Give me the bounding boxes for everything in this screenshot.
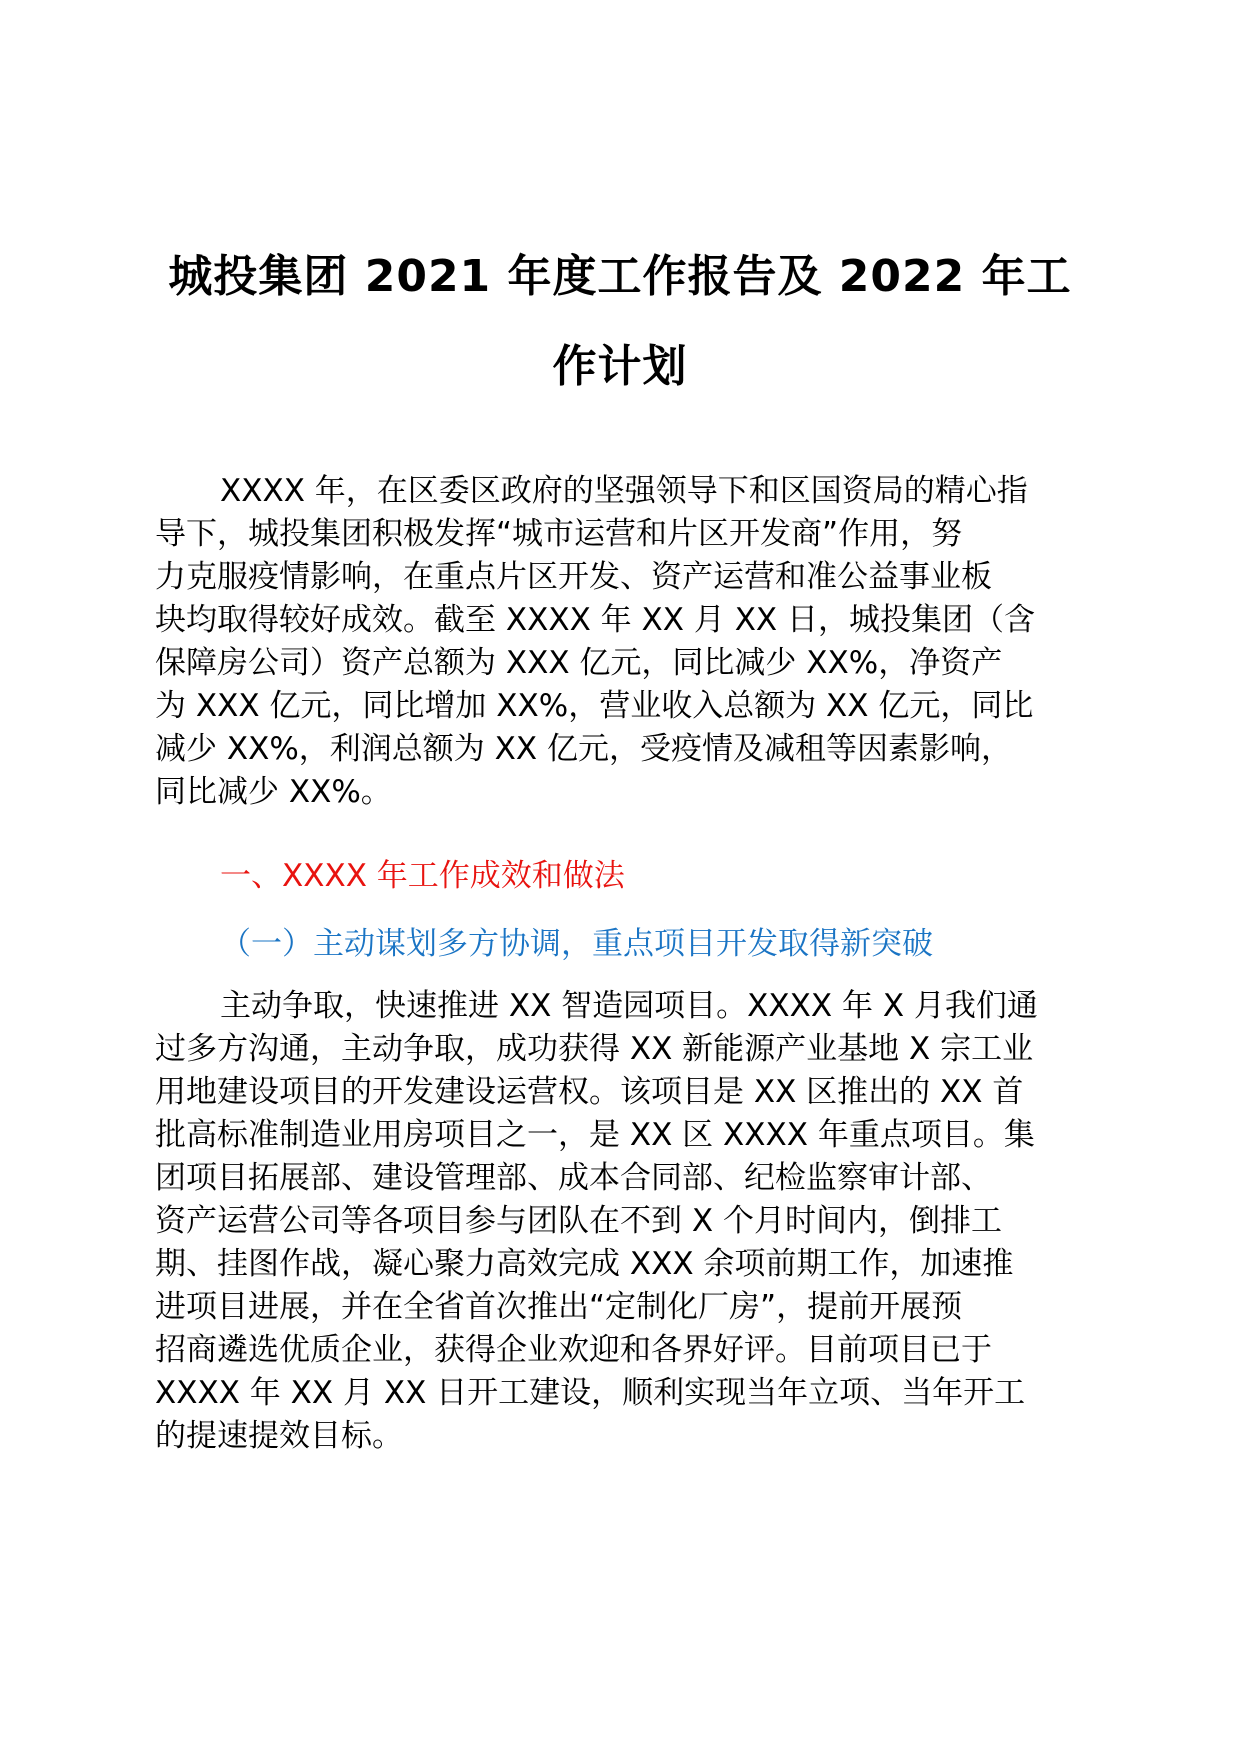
paragraph-line: 的提速提效目标。 [155,1418,403,1454]
paragraph-line: 块均取得较好成效。截至 XXXX 年 XX 月 XX 日，城投集团（含 [155,602,1036,638]
title-line: 城投集团 2021 年度工作报告及 2022 年工 [168,251,1072,302]
project-paragraph [155,985,1085,1458]
paragraph-line: 进项目进展，并在全省首次推出“定制化厂房”，提前开展预 [155,1289,963,1325]
paragraph-line: 保障房公司）资产总额为 XXX 亿元，同比减少 XX%，净资产 [155,645,1003,681]
subsection-heading: （一）主动谋划多方协调，重点项目开发取得新突破 [220,926,933,962]
paragraph-line: 期、挂图作战，凝心聚力高效完成 XXX 余项前期工作，加速推 [155,1246,1014,1282]
paragraph-line: 招商遴选优质企业，获得企业欢迎和各界好评。目前项目已于 [155,1332,992,1368]
title-line: 作计划 [552,341,688,392]
section-heading: 一、XXXX 年工作成效和做法 [220,858,625,894]
paragraph-line: XXXX 年，在区委区政府的坚强领导下和区国资局的精心指 [220,473,1028,509]
paragraph-line: 团项目拓展部、建设管理部、成本合同部、纪检监察审计部、 [155,1160,992,1196]
document-title [150,232,1090,412]
intro-paragraph [155,470,1085,814]
paragraph-line: 资产运营公司等各项目参与团队在不到 X 个月时间内，倒排工 [155,1203,1002,1239]
paragraph-line: 用地建设项目的开发建设运营权。该项目是 XX 区推出的 XX 首 [155,1074,1024,1110]
paragraph-line: XXXX 年 XX 月 XX 日开工建设，顺利实现当年立项、当年开工 [155,1375,1026,1411]
paragraph-line: 过多方沟通，主动争取，成功获得 XX 新能源产业基地 X 宗工业 [155,1031,1034,1067]
paragraph-line: 力克服疫情影响，在重点片区开发、资产运营和准公益事业板 [155,559,992,595]
paragraph-line: 主动争取，快速推进 XX 智造园项目。XXXX 年 X 月我们通 [220,988,1038,1024]
paragraph-line: 减少 XX%，利润总额为 XX 亿元，受疫情及减租等因素影响， [155,731,1012,767]
paragraph-line: 批高标准制造业用房项目之一，是 XX 区 XXXX 年重点项目。集 [155,1117,1035,1153]
paragraph-line: 导下，城投集团积极发挥“城市运营和片区开发商”作用，努 [155,516,963,552]
paragraph-line: 为 XXX 亿元，同比增加 XX%，营业收入总额为 XX 亿元，同比 [155,688,1034,724]
paragraph-line: 同比减少 XX%。 [155,774,392,810]
